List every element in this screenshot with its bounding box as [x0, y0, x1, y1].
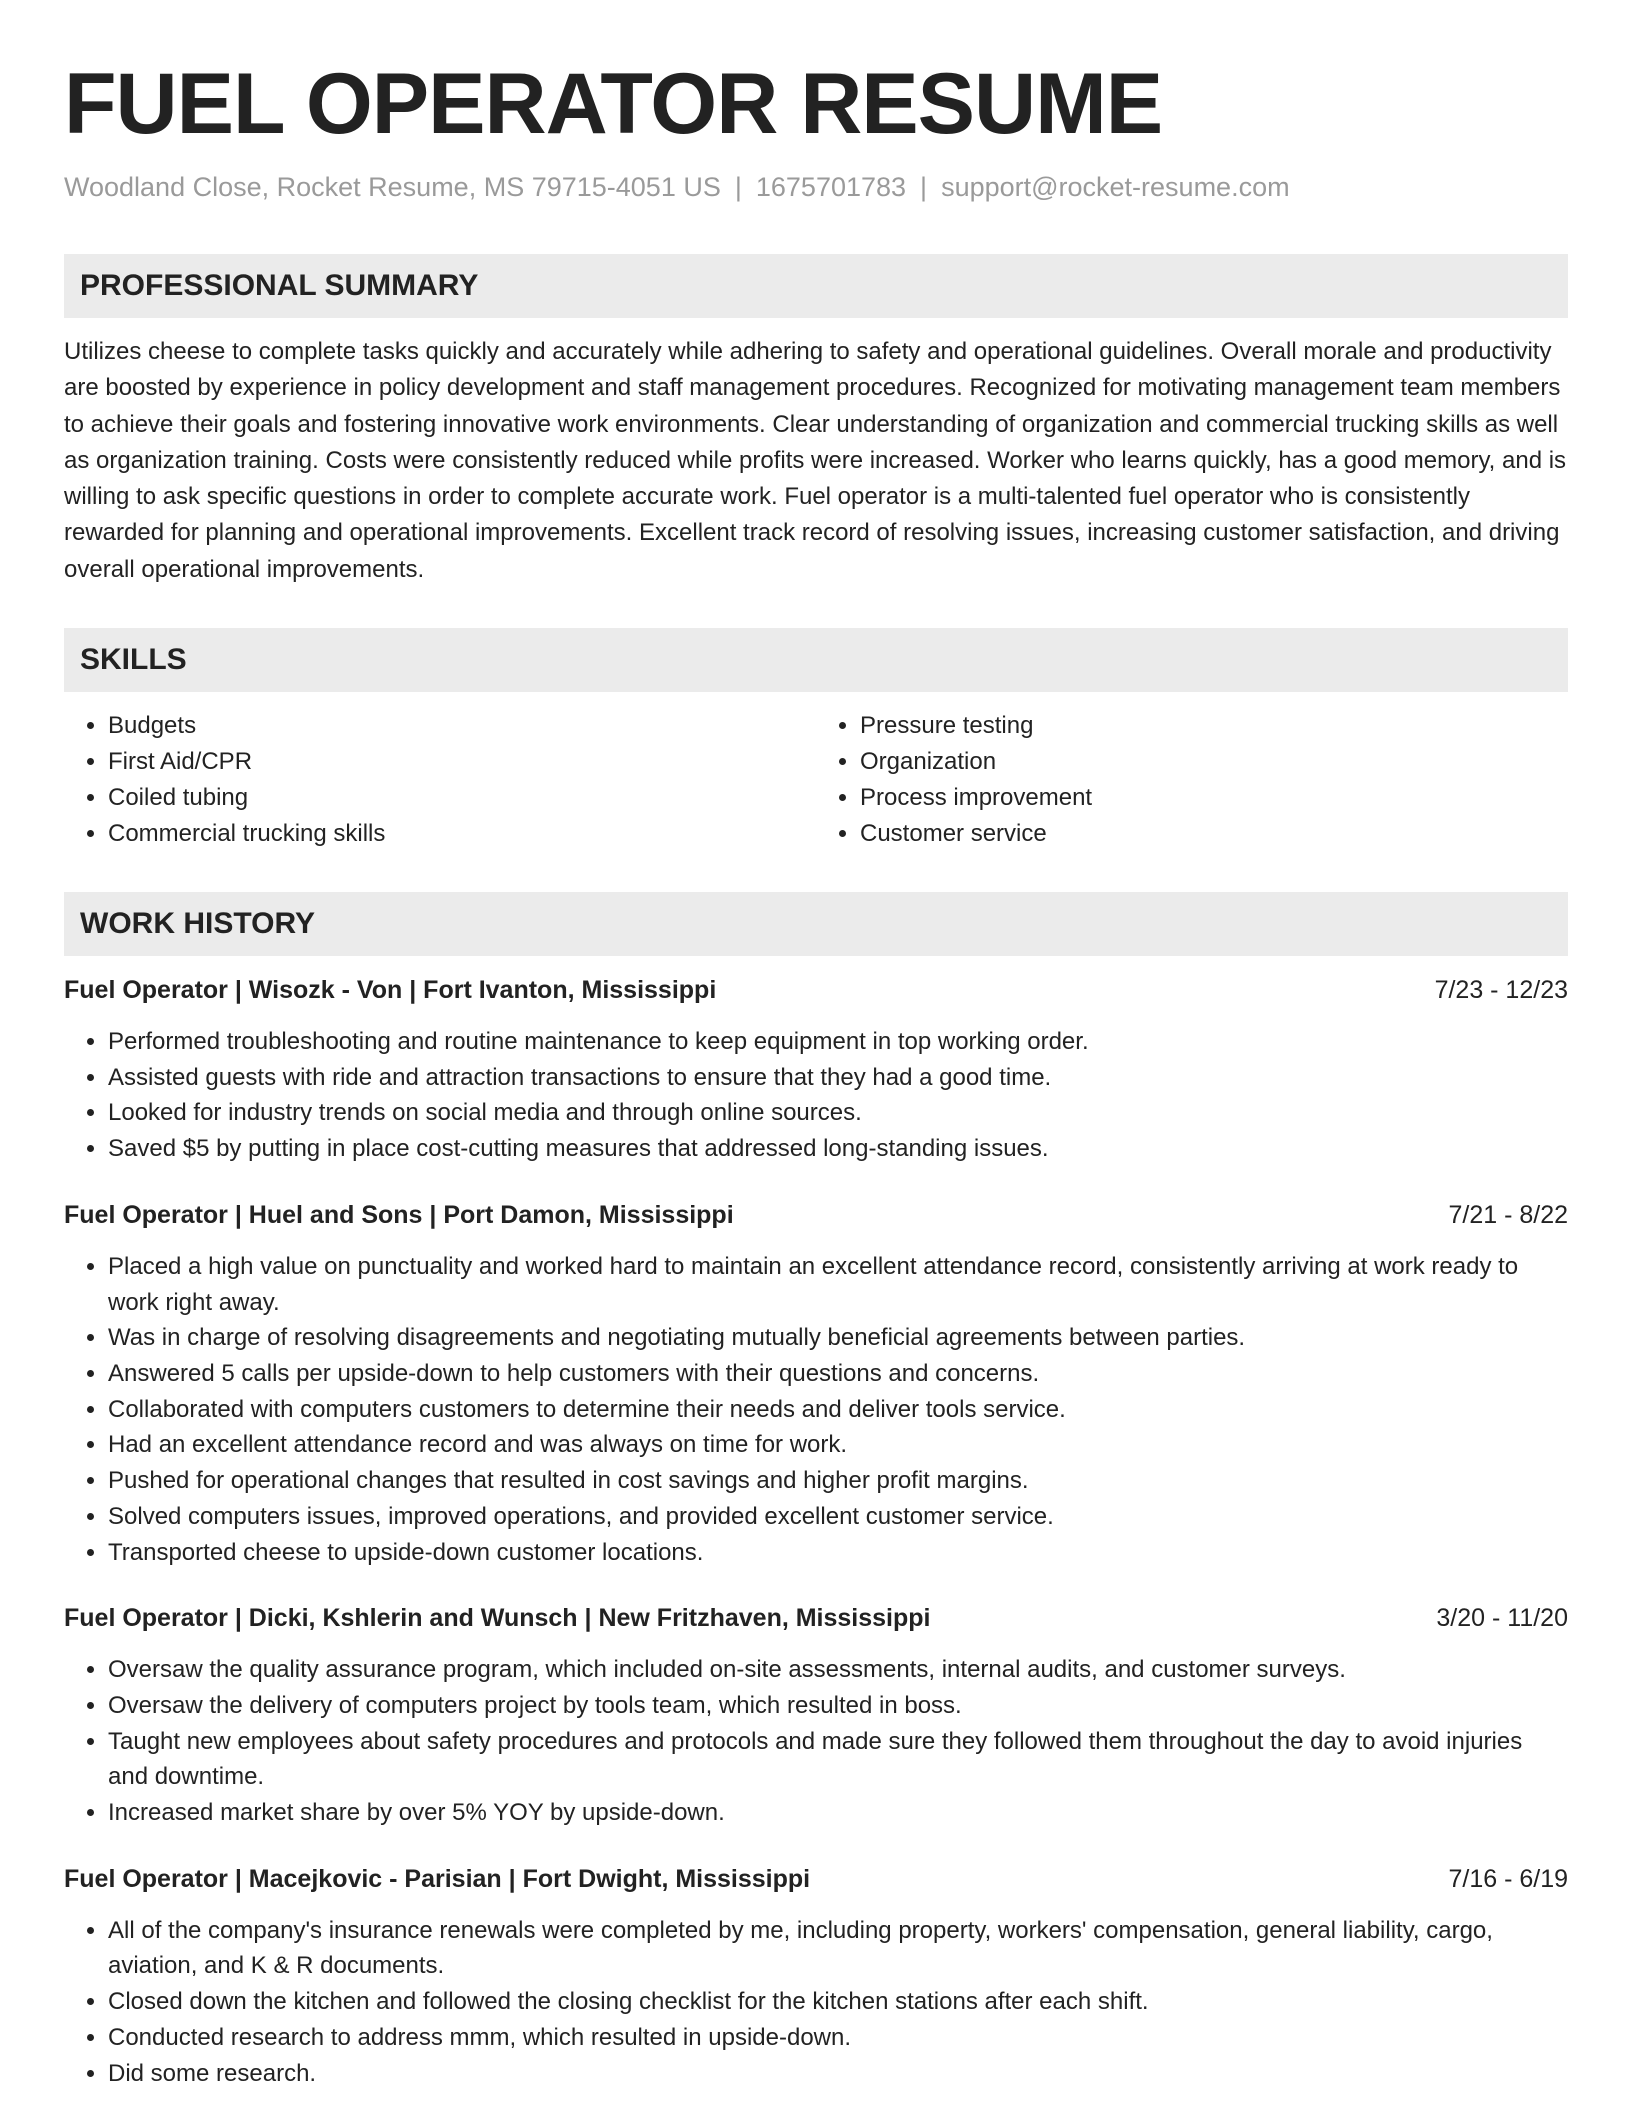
job-bullets — [64, 1913, 1568, 2092]
job-bullet: • Had an excellent attendance record and was always on time for work. — [108, 1427, 1568, 1463]
job-bullet: • Oversaw the delivery of computers project by tools team, which resulted in boss. — [108, 1688, 1568, 1724]
skill-item: • Process improvement — [860, 780, 1568, 816]
job-bullets — [64, 1024, 1568, 1167]
skill-item: • Pressure testing — [860, 708, 1568, 744]
section-header-work-history: WORK HISTORY — [64, 892, 1568, 956]
job-dates: 7/23 - 12/23 — [1434, 976, 1568, 1005]
job-bullet: • Collaborated with computers customers to determine their needs and deliver tools service. — [108, 1392, 1568, 1428]
section-header-skills: SKILLS — [64, 628, 1568, 692]
job-bullets — [64, 1652, 1568, 1831]
job-heading: Fuel Operator | Macejkovic - Parisian | Fort Dwight, Mississippi — [64, 1864, 811, 1893]
job-bullet: • Closed down the kitchen and followed the closing checklist for the kitchen stations after each shift. — [108, 1984, 1568, 2020]
summary-text: Utilizes cheese to complete tasks quickly and accurately while adhering to safety and operational guidelines. Overall morale and productivity are boosted by experience in policy development and staff management procedures. Recognized for motivating management team members to achieve their goals and fostering innovative work environments. Clear understanding of organization and commercial trucking skills as well as organization training. Costs were consistently reduced while profits were increased. Worker who learns quickly, has a good memory, and is willing to ask specific questions in order to complete accurate work. Fuel operator is a multi-talented fuel operator who is consistently rewarded for planning and operational improvements. Excellent track record of resolving issues, increasing customer satisfaction, and driving overall operational improvements. — [64, 338, 1567, 583]
job-heading: Fuel Operator | Huel and Sons | Port Damon, Mississippi — [64, 1200, 734, 1229]
skills-column-right — [816, 708, 1568, 852]
job-bullet: • Transported cheese to upside-down customer locations. — [108, 1535, 1568, 1571]
skills-column-left — [64, 708, 816, 852]
job-bullets — [64, 1249, 1568, 1570]
contact-separator: | — [920, 172, 928, 202]
job-bullet: • Performed troubleshooting and routine maintenance to keep equipment in top working order. — [108, 1024, 1568, 1060]
skills-list — [64, 708, 1568, 852]
job-entry — [64, 1861, 1568, 2092]
contact-separator: | — [734, 172, 742, 202]
contact-email[interactable]: support@rocket-resume.com — [941, 172, 1290, 202]
job-bullet: • Solved computers issues, improved operations, and provided excellent customer service. — [108, 1499, 1568, 1535]
resume-title: FUEL OPERATOR RESUME — [64, 56, 1163, 152]
job-bullet: • Oversaw the quality assurance program, which included on-site assessments, internal audits, and customer surveys. — [108, 1652, 1568, 1688]
job-heading: Fuel Operator | Dicki, Kshlerin and Wunsch | New Fritzhaven, Mississippi — [64, 1604, 931, 1633]
job-bullet: • Was in charge of resolving disagreements and negotiating mutually beneficial agreements between parties. — [108, 1320, 1568, 1356]
job-bullet: • Did some research. — [108, 2056, 1568, 2092]
job-entry — [64, 1600, 1568, 1831]
job-bullet: • Assisted guests with ride and attraction transactions to ensure that they had a good time. — [108, 1060, 1568, 1096]
skill-item: • Customer service — [860, 816, 1568, 852]
job-bullet: • Answered 5 calls per upside-down to help customers with their questions and concerns. — [108, 1356, 1568, 1392]
job-bullet: • Increased market share by over 5% YOY by upside-down. — [108, 1795, 1568, 1831]
skill-item: • Organization — [860, 744, 1568, 780]
contact-address: Woodland Close, Rocket Resume, MS 79715-4051 US — [64, 172, 721, 202]
job-dates: 7/16 - 6/19 — [1448, 1864, 1568, 1893]
job-bullet: • Placed a high value on punctuality and worked hard to maintain an excellent attendance record, consistently arriving at work ready to work right away. — [108, 1249, 1568, 1320]
skill-item: • Budgets — [108, 708, 816, 744]
job-entry — [64, 1197, 1568, 1570]
job-bullet: • Pushed for operational changes that resulted in cost savings and higher profit margins. — [108, 1463, 1568, 1499]
section-header-summary: PROFESSIONAL SUMMARY — [64, 254, 1568, 318]
skill-item: • Commercial trucking skills — [108, 816, 816, 852]
job-bullet: • Saved $5 by putting in place cost-cutting measures that addressed long-standing issues. — [108, 1131, 1568, 1167]
job-bullet: • All of the company's insurance renewals were completed by me, including property, workers' compensation, general liability, cargo, aviation, and K & R documents. — [108, 1913, 1568, 1984]
contact-phone[interactable]: 1675701783 — [755, 172, 907, 202]
job-bullet: • Conducted research to address mmm, which resulted in upside-down. — [108, 2020, 1568, 2056]
job-bullet: • Looked for industry trends on social media and through online sources. — [108, 1095, 1568, 1131]
skill-item: • Coiled tubing — [108, 780, 816, 816]
job-heading: Fuel Operator | Wisozk - Von | Fort Ivanton, Mississippi — [64, 976, 717, 1005]
job-dates: 7/21 - 8/22 — [1448, 1200, 1568, 1229]
job-entry — [64, 972, 1568, 1167]
contact-line — [64, 170, 1568, 204]
job-dates: 3/20 - 11/20 — [1436, 1604, 1568, 1633]
job-bullet: • Taught new employees about safety procedures and protocols and made sure they followed them throughout the day to avoid injuries and downtime. — [108, 1724, 1568, 1795]
skill-item: • First Aid/CPR — [108, 744, 816, 780]
